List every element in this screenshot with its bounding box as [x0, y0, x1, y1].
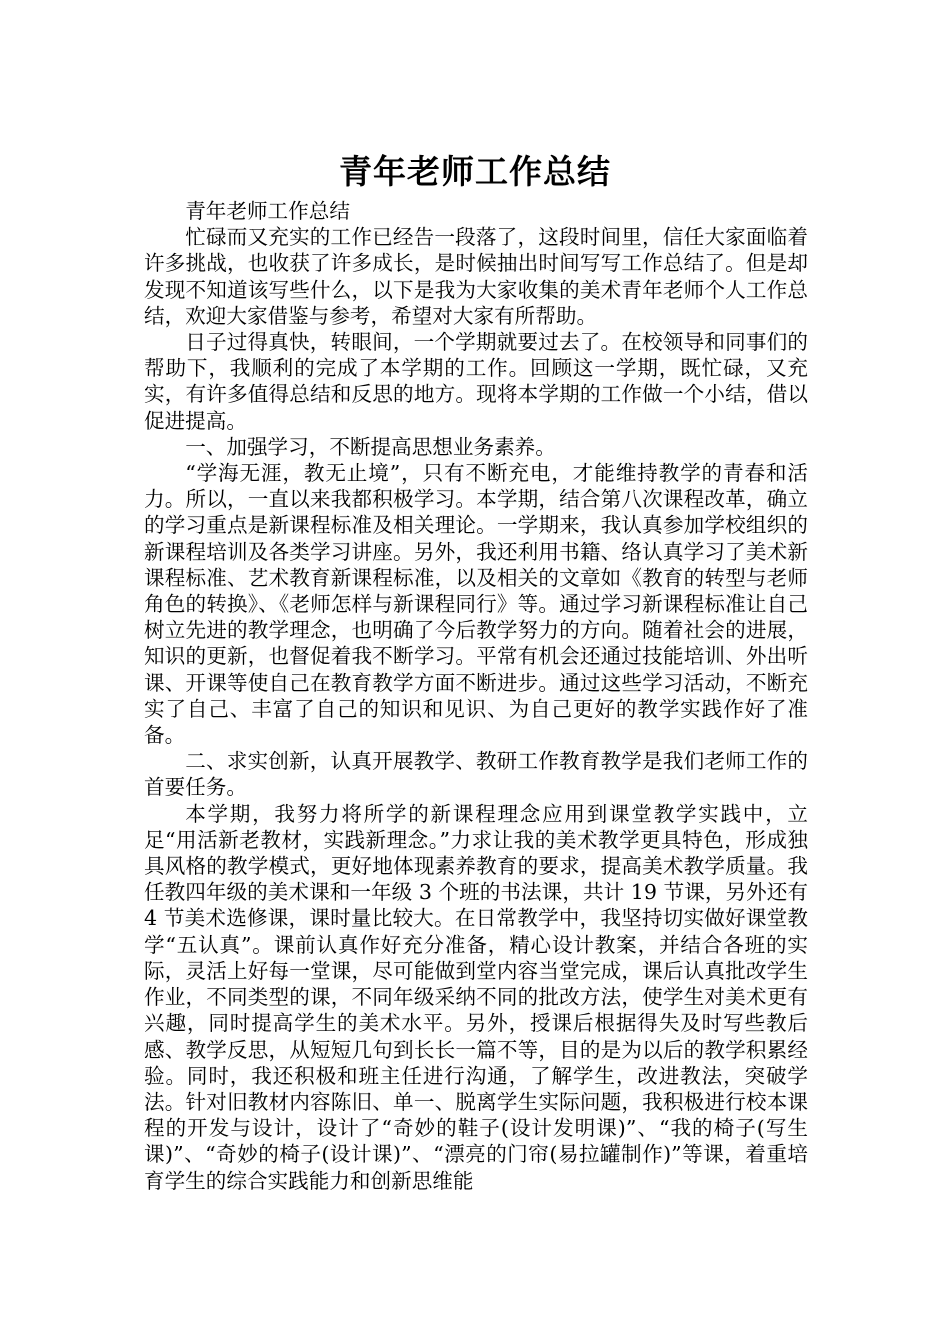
- section-2-paragraph: 本学期，我努力将所学的新课程理念应用到课堂教学实践中，立足“用活新老教材，实践新理念。”力求让我的美术教学更具特色，形成独具风格的教学模式，更好地体现素养教育的要求，提高美术教学质量。我任教四年级的美术课和一年级 3 个班的书法课，共计 19 节课，另外还有 4 节美术选修课，课时量比较大。在日常教学中，我坚持切实做好课堂教学“五认真”。课前认真作好充分准备，精心设计教案，并结合各班的实际，灵活上好每一堂课，尽可能做到堂内容当堂完成，课后认真批改学生作业，不同类型的课，不同年级采纳不同的批改方法，使学生对美术更有兴趣，同时提高学生的美术水平。另外，授课后根据得失及时写些教后感、教学反思，从短短几句到长长一篇不等，目的是为以后的教学积累经验。同时，我还积极和班主任进行沟通，了解学生，改进教法，突破学法。针对旧教材内容陈旧、单一、脱离学生实际问题，我积极进行校本课程的开发与设计，设计了“奇妙的鞋子(设计发明课)”、“我的椅子(写生课)”、“奇妙的椅子(设计课)”、“漂亮的门帘(易拉罐制作)”等课，着重培育学生的综合实践能力和创新思维能: [144, 801, 808, 1193]
- section-1-paragraph: “学海无涯，教无止境”，只有不断充电，才能维持教学的青春和活力。所以，一直以来我都积极学习。本学期，结合第八次课程改革，确立的学习重点是新课程标准及相关理论。一学期来，我认真参加学校组织的新课程培训及各类学习讲座。另外，我还利用书籍、络认真学习了美术新课程标准、艺术教育新课程标准，以及相关的文章如《教育的转型与老师角色的转换》、《老师怎样与新课程同行》等。通过学习新课程标准让自己树立先进的教学理念，也明确了今后教学努力的方向。随着社会的进展，知识的更新，也督促着我不断学习。平常有机会还通过技能培训、外出听课、开课等使自己在教育教学方面不断进步。通过这些学习活动，不断充实了自己、丰富了自己的知识和见识、为自己更好的教学实践作好了准备。: [144, 461, 808, 748]
- overview-paragraph: 日子过得真快，转眼间，一个学期就要过去了。在校领导和同事们的帮助下，我顺利的完成了本学期的工作。回顾这一学期，既忙碌，又充实，有许多值得总结和反思的地方。现将本学期的工作做一个小结，借以促进提高。: [144, 330, 808, 433]
- document-body: [144, 198, 808, 1194]
- intro-paragraph: 忙碌而又充实的工作已经告一段落了，这段时间里，信任大家面临着许多挑战，也收获了许多成长，是时候抽出时间写写工作总结了。但是却发现不知道该写些什么，以下是我为大家收集的美术青年老师个人工作总结，欢迎大家借鉴与参考，希望对大家有所帮助。: [144, 225, 808, 328]
- subtitle-paragraph: 青年老师工作总结: [185, 199, 350, 223]
- document-title: 青年老师工作总结: [339, 152, 611, 192]
- section-heading-1: 一、加强学习，不断提高思想业务素养。: [185, 434, 556, 459]
- section-heading-2: 二、求实创新，认真开展教学、教研工作教育教学是我们老师工作的首要任务。: [144, 749, 808, 800]
